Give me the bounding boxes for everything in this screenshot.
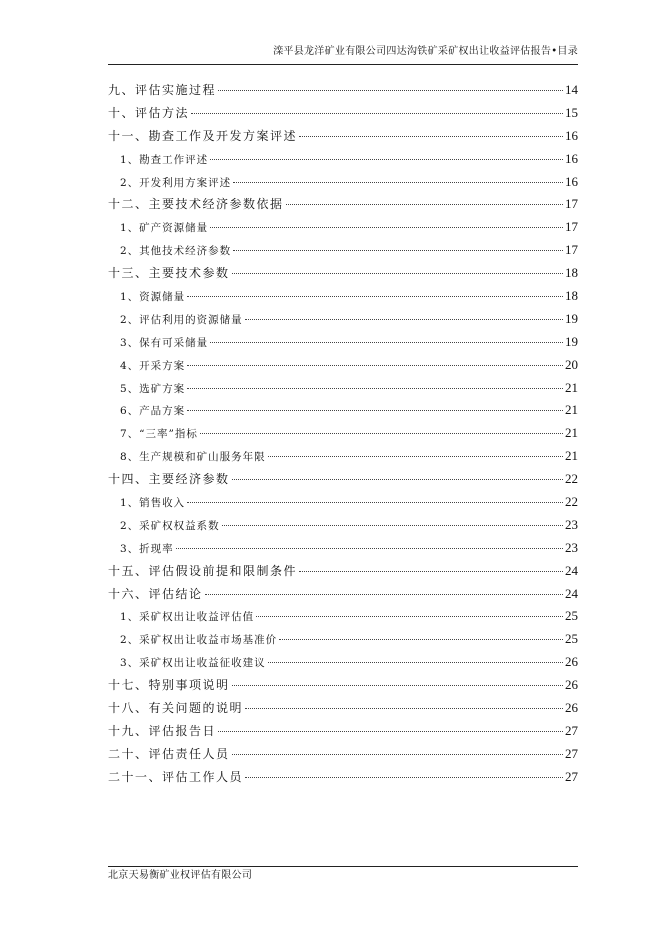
toc-dot-leader	[187, 502, 563, 503]
toc-dot-leader	[256, 616, 563, 617]
toc-entry-page: 14	[565, 82, 578, 97]
toc-entry-page: 20	[565, 356, 578, 372]
toc-dot-leader	[210, 159, 563, 160]
toc-entry-section[interactable]	[108, 239, 578, 262]
toc-entry-page: 24	[565, 562, 578, 578]
toc-entry-title: 二十、评估责任人员	[108, 746, 230, 761]
toc-entry-page: 27	[565, 722, 578, 738]
toc-entry-page: 27	[565, 768, 578, 784]
toc-entry-title: 2、开发利用方案评述	[120, 176, 232, 189]
toc-dot-leader	[268, 456, 563, 457]
toc-entry-section[interactable]	[108, 171, 578, 194]
toc-entry-title: 3、采矿权出让收益征收建议	[120, 657, 266, 670]
toc-dot-leader	[299, 571, 563, 572]
toc-entry-title: 8、生产规模和矿山服务年限	[120, 451, 266, 464]
toc-dot-leader	[232, 754, 563, 755]
toc-dot-leader	[187, 388, 563, 389]
toc-entry-section[interactable]	[108, 308, 578, 331]
toc-dot-leader	[232, 685, 563, 686]
toc-entry-chapter[interactable]	[108, 125, 578, 148]
toc-entry-page: 16	[565, 173, 578, 189]
toc-entry-section[interactable]	[108, 216, 578, 239]
toc-entry-page: 19	[565, 333, 578, 349]
toc-entry-chapter[interactable]	[108, 560, 578, 583]
toc-entry-title: 3、保有可采储量	[120, 336, 209, 349]
toc-dot-leader	[279, 639, 563, 640]
toc-dot-leader	[245, 319, 563, 320]
toc-entry-title: 十二、主要技术经济参数依据	[108, 197, 284, 212]
toc-entry-page: 21	[565, 402, 578, 418]
header-title: 滦平县龙洋矿业有限公司四达沟铁矿采矿权出让收益评估报告•目录	[273, 46, 578, 57]
toc-entry-title: 4、开采方案	[120, 359, 186, 372]
toc-entry-page: 25	[565, 608, 578, 624]
toc-entry-page: 17	[565, 219, 578, 235]
toc-dot-leader	[205, 594, 563, 595]
toc-entry-section[interactable]	[108, 605, 578, 628]
toc-dot-leader	[245, 777, 563, 778]
toc-entry-title: 十七、特别事项说明	[108, 678, 230, 693]
toc-entry-page: 26	[565, 700, 578, 716]
table-of-contents	[108, 79, 578, 789]
toc-entry-title: 1、资源储量	[120, 291, 186, 304]
toc-entry-page: 17	[565, 242, 578, 258]
toc-entry-page: 22	[565, 471, 578, 487]
toc-dot-leader	[245, 708, 563, 709]
toc-dot-leader	[187, 296, 563, 297]
toc-entry-page: 21	[565, 448, 578, 464]
toc-entry-section[interactable]	[108, 285, 578, 308]
toc-entry-title: 十、评估方法	[108, 105, 190, 120]
toc-dot-leader	[268, 662, 563, 663]
toc-entry-page: 21	[565, 379, 578, 395]
toc-entry-page: 16	[565, 150, 578, 166]
toc-entry-page: 23	[565, 516, 578, 532]
toc-entry-title: 十三、主要技术参数	[108, 266, 230, 281]
toc-entry-page: 16	[565, 127, 578, 143]
toc-entry-page: 23	[565, 539, 578, 555]
toc-entry-title: 九、评估实施过程	[108, 83, 217, 97]
toc-entry-page: 17	[565, 196, 578, 212]
toc-entry-title: 5、选矿方案	[120, 382, 186, 395]
toc-entry-section[interactable]	[108, 628, 578, 651]
toc-dot-leader	[176, 548, 563, 549]
toc-entry-page: 21	[565, 425, 578, 441]
toc-entry-title: 1、销售收入	[120, 497, 186, 510]
toc-entry-page: 18	[565, 265, 578, 281]
toc-entry-title: 3、折现率	[120, 542, 174, 555]
toc-dot-leader	[233, 182, 563, 183]
toc-entry-chapter[interactable]	[108, 720, 578, 743]
toc-entry-title: 十九、评估报告日	[108, 723, 217, 738]
toc-entry-section[interactable]	[108, 514, 578, 537]
toc-entry-title: 1、采矿权出让收益评估值	[120, 611, 255, 624]
toc-entry-title: 十八、有关问题的说明	[108, 701, 244, 716]
toc-entry-chapter[interactable]	[108, 674, 578, 697]
toc-dot-leader	[233, 250, 563, 251]
toc-entry-chapter[interactable]	[108, 743, 578, 766]
page-footer	[108, 866, 578, 883]
toc-entry-chapter[interactable]	[108, 766, 578, 789]
toc-entry-chapter[interactable]	[108, 79, 578, 102]
toc-entry-title: 2、评估利用的资源储量	[120, 313, 243, 326]
toc-entry-page: 19	[565, 310, 578, 326]
footer-company: 北京天易衡矿业权评估有限公司	[108, 870, 253, 881]
toc-entry-chapter[interactable]	[108, 697, 578, 720]
toc-entry-chapter[interactable]	[108, 193, 578, 216]
toc-entry-title: 1、矿产资源储量	[120, 222, 209, 235]
toc-dot-leader	[187, 365, 563, 366]
toc-dot-leader	[187, 410, 563, 411]
toc-entry-chapter[interactable]	[108, 262, 578, 285]
toc-entry-chapter[interactable]	[108, 468, 578, 491]
toc-dot-leader	[210, 227, 563, 228]
toc-entry-section[interactable]	[108, 491, 578, 514]
toc-entry-section[interactable]	[108, 331, 578, 354]
toc-dot-leader	[232, 479, 563, 480]
toc-entry-title: 2、采矿权出让收益市场基准价	[120, 634, 278, 647]
toc-entry-page: 27	[565, 745, 578, 761]
toc-entry-section[interactable]	[108, 148, 578, 171]
toc-dot-leader	[232, 273, 563, 274]
toc-entry-chapter[interactable]	[108, 102, 578, 125]
toc-entry-section[interactable]	[108, 651, 578, 674]
toc-entry-title: 1、勘查工作评述	[120, 153, 209, 166]
toc-entry-section[interactable]	[108, 445, 578, 468]
toc-entry-page: 26	[565, 677, 578, 693]
toc-dot-leader	[200, 433, 563, 434]
toc-entry-page: 15	[565, 104, 578, 120]
toc-entry-page: 18	[565, 288, 578, 304]
toc-entry-page: 26	[565, 654, 578, 670]
toc-dot-leader	[222, 525, 563, 526]
toc-entry-section[interactable]	[108, 399, 578, 422]
toc-entry-chapter[interactable]	[108, 583, 578, 606]
toc-entry-section[interactable]	[108, 377, 578, 400]
toc-dot-leader	[299, 136, 563, 137]
toc-entry-title: 十一、勘查工作及开发方案评述	[108, 128, 298, 143]
toc-entry-section[interactable]	[108, 422, 578, 445]
toc-entry-section[interactable]	[108, 537, 578, 560]
toc-dot-leader	[218, 90, 563, 91]
toc-entry-title: 十六、评估结论	[108, 586, 203, 601]
toc-dot-leader	[286, 204, 563, 205]
toc-entry-title: 2、采矿权权益系数	[120, 519, 220, 532]
toc-entry-page: 22	[565, 494, 578, 510]
toc-entry-section[interactable]	[108, 354, 578, 377]
toc-entry-page: 25	[565, 631, 578, 647]
toc-dot-leader	[210, 342, 563, 343]
toc-entry-title: 7、“三率”指标	[120, 428, 198, 441]
toc-entry-title: 二十一、评估工作人员	[108, 769, 244, 784]
toc-entry-page: 24	[565, 585, 578, 601]
toc-dot-leader	[218, 731, 563, 732]
toc-entry-title: 6、产品方案	[120, 405, 186, 418]
page-header	[108, 44, 578, 65]
toc-dot-leader	[191, 113, 563, 114]
toc-entry-title: 十四、主要经济参数	[108, 472, 230, 487]
toc-entry-title: 十五、评估假设前提和限制条件	[108, 563, 298, 578]
toc-entry-title: 2、其他技术经济参数	[120, 245, 232, 258]
